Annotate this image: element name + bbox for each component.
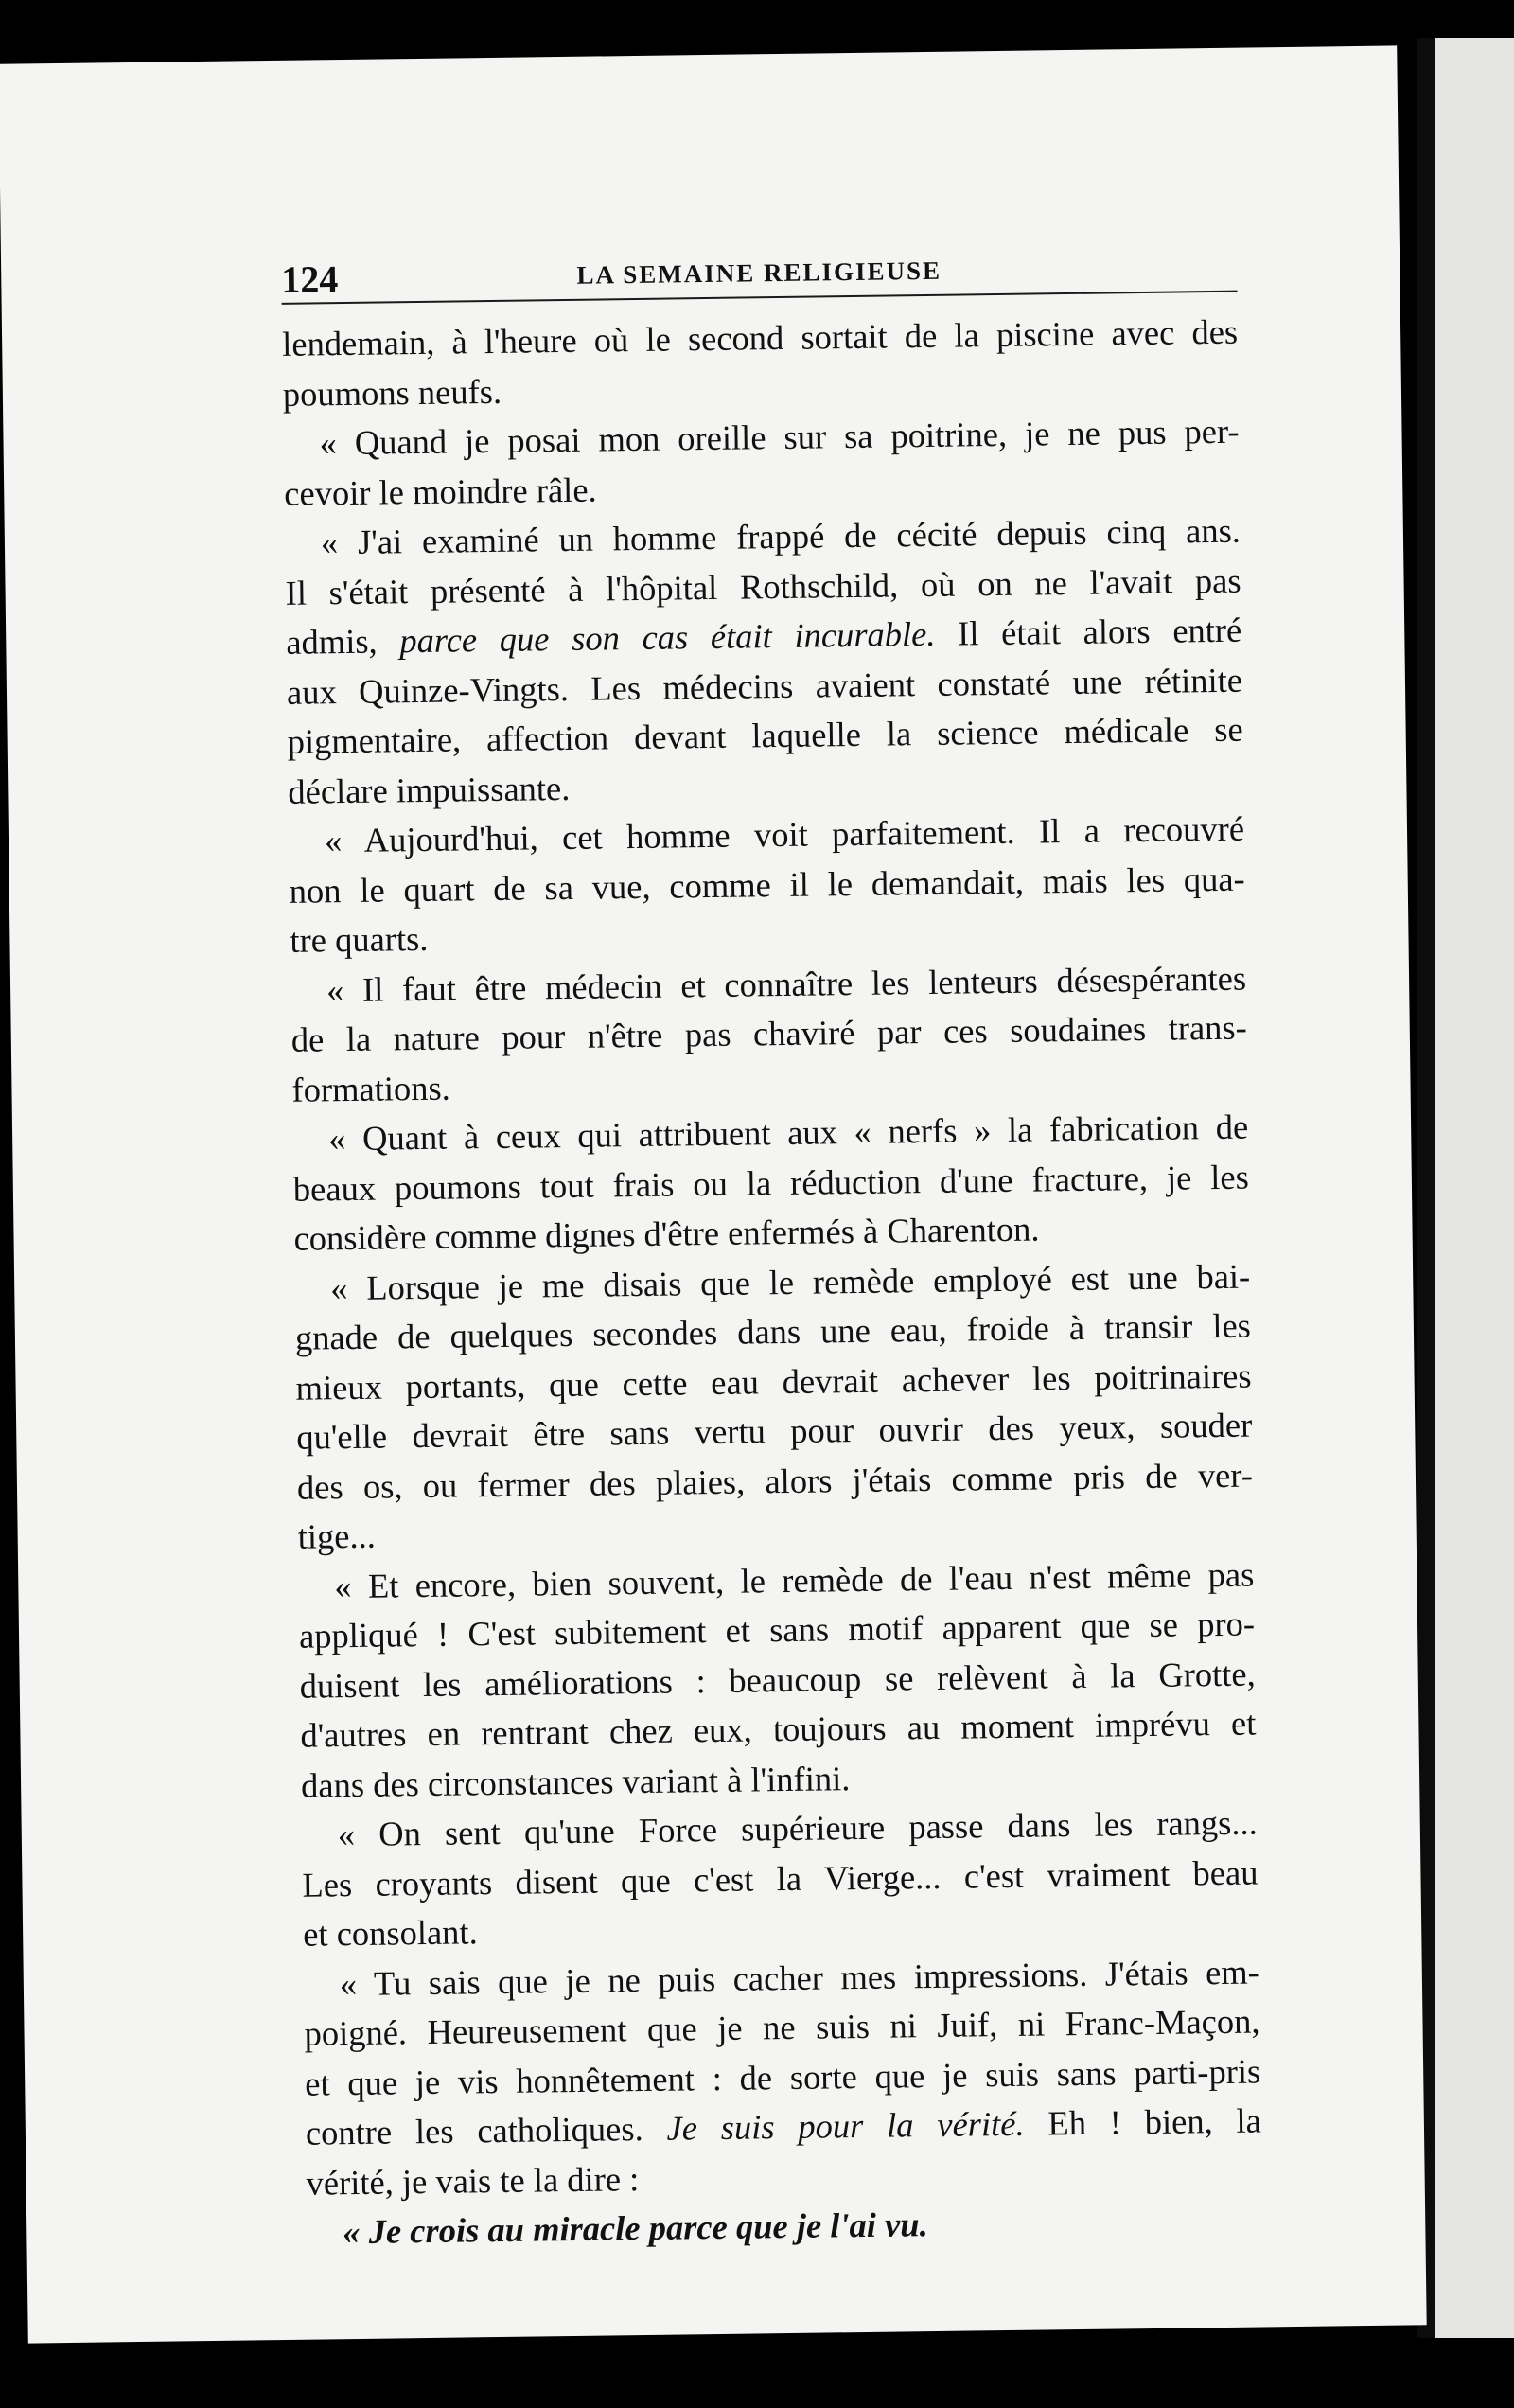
text-line: Les croyants disent que c'est la Vierge... c'est vraiment beau — [302, 1852, 1259, 1904]
text-line: mieux portants, que cette eau devrait achever les poitrinaires — [295, 1355, 1252, 1408]
text-line: de la nature pour n'être pas chaviré par ces soudaines trans- — [290, 1007, 1248, 1059]
book-page — [0, 45, 1427, 2343]
text-line: dans des circonstances variant à l'infini. — [300, 1758, 851, 1805]
text-line: « On sent qu'une Force supérieure passe dans les rangs... — [337, 1802, 1258, 1854]
text-line: considère comme dignes d'être enfermés à Charenton. — [293, 1209, 1040, 1258]
text-line: appliqué ! C'est subitement et sans motif apparent que se pro- — [298, 1603, 1256, 1656]
text-line: tre quarts. — [290, 918, 429, 960]
text-line: cevoir le moindre râle. — [283, 469, 597, 513]
text-line: tige... — [297, 1515, 377, 1556]
text-line: duisent les améliorations : beaucoup se relèvent à la Grotte, — [299, 1654, 1256, 1706]
page-number: 124 — [281, 257, 339, 301]
text-line: et que je vis honnêtement : de sorte que je suis sans parti-pris — [304, 2051, 1261, 2103]
text-line: aux Quinze-Vingts. Les médecins avaient constaté une rétinite — [286, 660, 1243, 712]
text-line: « J'ai examiné un homme frappé de cécité depuis cinq ans. — [320, 510, 1241, 562]
running-head: LA SEMAINE RELIGIEUSE — [576, 256, 942, 290]
text-line: « Il faut être médecin et connaître les lenteurs désespérantes — [326, 958, 1247, 1009]
text-line: « Quand je posai mon oreille sur sa poitrine, je ne pus per- — [319, 411, 1240, 463]
text-line: « Tu sais que je ne puis cacher mes impressions. J'étais em- — [339, 1952, 1260, 2003]
italic-phrase: parce que son cas était incurable. — [399, 613, 936, 661]
text-line: qu'elle devrait être sans vertu pour ouvrir des yeux, souder — [296, 1405, 1253, 1457]
text-line: « Quant à ceux qui attribuent aux « nerfs » la fabrication de — [327, 1107, 1249, 1159]
text-line: déclare impuissante. — [288, 768, 571, 811]
italic-phrase: Je suis pour la vérité. — [666, 2103, 1025, 2148]
body-text — [282, 308, 1263, 2258]
text-line: beaux poumons tout frais ou la réduction d'une fracture, je les — [292, 1157, 1250, 1209]
text-fragment: admis, — [286, 621, 400, 662]
text-line: non le quart de sa vue, comme il le demandait, mais les qua- — [289, 859, 1245, 911]
text-line: « Lorsque je me disais que le remède employé est une bai- — [329, 1256, 1251, 1307]
text-line: vérité, je vais te la dire : — [306, 2158, 640, 2203]
text-line: lendemain, à l'heure où le second sortait de la piscine avec des — [281, 311, 1239, 363]
text-fragment: contre les catholiques. — [305, 2108, 667, 2152]
page-header — [281, 238, 1238, 305]
text-fragment: Il était alors entré — [935, 610, 1242, 653]
text-line: d'autres en rentrant chez eux, toujours au moment imprévu et — [300, 1703, 1257, 1755]
text-line: formations. — [291, 1068, 451, 1109]
text-line: poigné. Heureusement que je ne suis ni Juif, ni Franc-Maçon, — [304, 2001, 1260, 2053]
text-fragment: Eh ! bien, la — [1024, 2100, 1262, 2143]
text-line: pigmentaire, affection devant laquelle la science médicale se — [287, 709, 1243, 761]
text-line: des os, ou fermer des plaies, alors j'étais comme pris de ver- — [296, 1455, 1254, 1507]
facing-page-edge — [1431, 38, 1514, 2338]
text-line: et consolant. — [302, 1912, 478, 1954]
text-line: « Aujourd'hui, cet homme voit parfaitement. Il a recouvré — [324, 808, 1245, 860]
closing-statement: « Je crois au miracle parce que je l'ai vu. — [343, 2204, 928, 2252]
text-line: gnade de quelques secondes dans une eau, froide à transir les — [294, 1305, 1252, 1357]
text-line: Il s'était présenté à l'hôpital Rothschild, où on ne l'avait pas — [285, 560, 1241, 612]
text-line: poumons neufs. — [282, 371, 502, 414]
text-line: « Et encore, bien souvent, le remède de l'eau n'est même pas — [334, 1554, 1255, 1605]
